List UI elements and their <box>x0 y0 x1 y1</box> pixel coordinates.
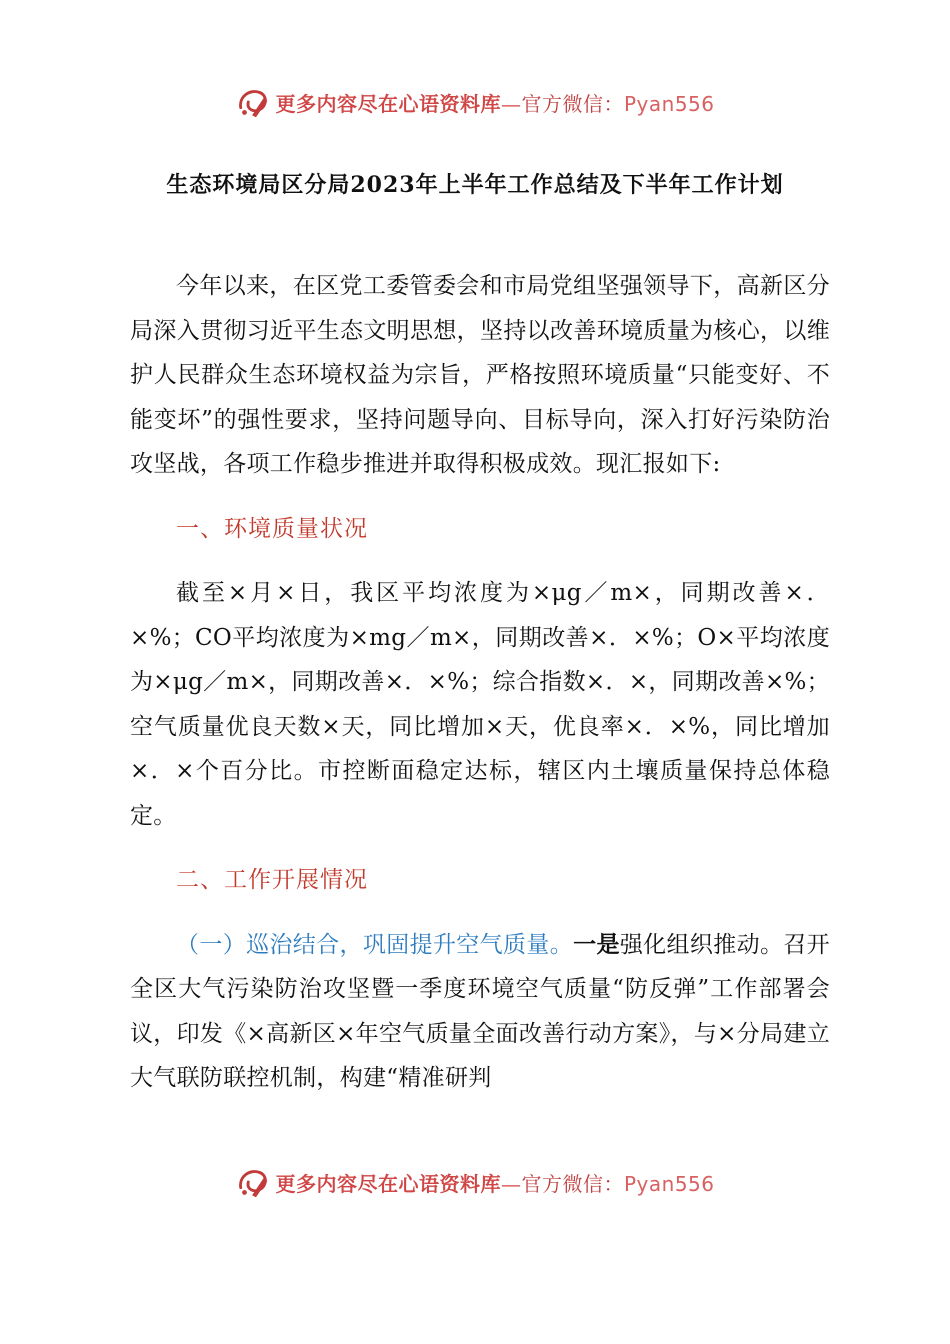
section2-sub1-paragraph <box>130 923 830 1101</box>
banner-wechat-label: 官方微信： <box>521 91 624 116</box>
banner-wechat-id: Pyan556 <box>623 91 715 116</box>
section2-sub1-title: （一）巡治结合，巩固提升空气质量。 <box>176 931 574 958</box>
banner-dash: — <box>500 91 522 116</box>
section1-heading: 一、环境质量状况 <box>176 515 368 542</box>
banner-dash: — <box>500 1171 522 1196</box>
section2-sub1-body: 强化组织推动。召开全区大气污染防治攻坚暨一季度环境空气质量“防反弹”工作部署会议，印发《×高新区×年空气质量全面改善行动方案》，与×分局建立大气联防联控机制，构建“精准研判 <box>130 931 830 1091</box>
pen-nib-swirl-icon <box>235 83 273 121</box>
section1-paragraph: 截至×月×日，我区平均浓度为×μg／m×，同期改善×．×%；CO平均浓度为×mg／m×，同期改善×．×%；O×平均浓度为×μg／m×，同期改善×．×%；综合指数×．×，同期改善×%；空气质量优良天数×天，同比增加×天，优良率×．×%，同比增加×．×个百分比。市控断面稳定达标，辖区内土壤质量保持总体稳定。 <box>130 580 830 829</box>
banner-slogan: 更多内容尽在心语资料库 <box>275 91 501 116</box>
banner-wechat-label: 官方微信： <box>521 1171 624 1196</box>
document-body <box>130 264 830 1101</box>
section2-sub1-lead: 一是 <box>573 930 620 958</box>
banner-wechat-id: Pyan556 <box>623 1171 715 1196</box>
section2-heading: 二、工作开展情况 <box>176 867 368 893</box>
intro-paragraph: 今年以来，在区党工委管委会和市局党组坚强领导下，高新区分局深入贯彻习近平生态文明思想，坚持以改善环境质量为核心，以维护人民群众生态环境权益为宗旨，严格按照环境质量“只能变好、不能变坏”的强性要求，坚持问题导向、目标导向，深入打好污染防治攻坚战，各项工作稳步推进并取得积极成效。现汇报如下: <box>130 273 830 477</box>
footer-watermark-banner <box>0 1162 950 1202</box>
header-watermark-banner <box>0 82 950 122</box>
pen-nib-swirl-icon <box>235 1163 273 1201</box>
document-title: 生态环境局区分局2023年上半年工作总结及下半年工作计划 <box>166 172 784 198</box>
banner-slogan: 更多内容尽在心语资料库 <box>275 1171 501 1196</box>
